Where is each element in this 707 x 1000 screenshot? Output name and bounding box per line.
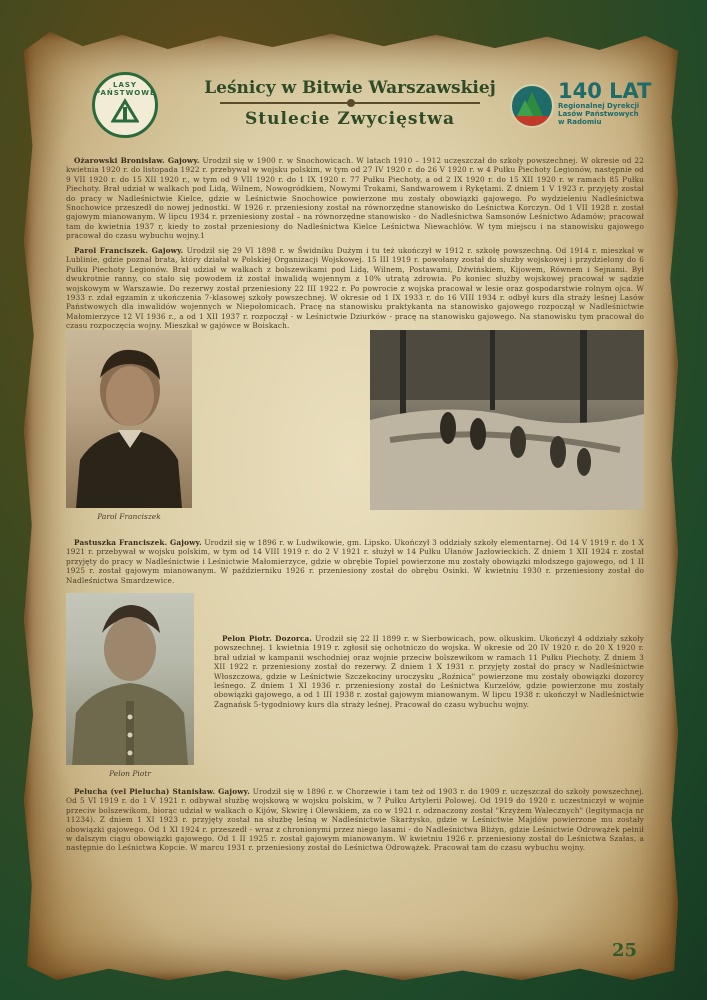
biography-name: Pelucha (vel Pielucha) Stanisław. Gajowy.: [74, 787, 250, 796]
rdlp-radom-logo: [510, 84, 554, 128]
biography-name: Parol Franciszek. Gajowy.: [74, 246, 184, 255]
biography-parol: [66, 246, 644, 331]
page-title: Leśnicy w Bitwie Warszawskiej: [204, 78, 496, 98]
lasy-panstwowe-logo: [92, 72, 158, 138]
biography-name: Pastuszka Franciszek. Gajowy.: [74, 538, 202, 547]
biography-pastuszka: [66, 538, 644, 585]
title-divider-dot: [347, 99, 355, 107]
biography-text: Urodził się w 1900 r. w Snochowicach. W latach 1910 – 1912 uczęszczał do szkoły powszechnej. W okresie od 22 kwietnia 1920 r. do listopada 1922 r. przebywał w wojsku polskim, w tym od 27 IV 1920 r. do 26 V 1920 r. w 4 Pułku Piechoty Legionów, następnie od 9 VII 1920 r. do 15 XII 1920 r., w tym od 9 VII 1920 r. do 1 IX 1920 r. 77 Pułku Piechoty, a od 2 IX 1920 r. do 15 XII 1920 r. w ramach 85 Pułku Piechoty. Brał udział w walkach pod Lidą, Wilnem, Nowogródkiem, Nowymi Trokami, Sandwarowem i Rykętami. Z dniem 1 V 1923 r. przyjęty został do pracy w Nadleśnictwie Kielce, gdzie w Leśnictwie Snochowice powierzone mu zostały obowiązki gajowego. Po wydzieleniu Nadleśnictwa Snochowice przeszedł do nowej jednostki. W 1926 r. przeniesiony został na równorzędne stanowisko do Leśnictwa Korczyn. Od 1 VII 1928 r. został gajowym mianowanym. W lipcu 1934 r. przeniesiony został – na równorzędne stanowisko - do Nadleśnictwa Samsonów Leśnictwo Adamów; pracował tam do kwietnia 1937 r, kiedy to został przeniesiony do Nadleśnictwa Kielce Leśnictwa Niewachlów. W tym miejscu i na stanowisku gajowego pracował do czasu wybuchu wojny.1: [66, 156, 644, 241]
biography-pelon: [214, 634, 644, 709]
anniversary-title: 140 LAT: [558, 79, 652, 103]
biography-text: Urodził się 22 II 1899 r. w Sierbowicach, pow. olkuskim. Ukończył 4 oddziały szkoły powszechnej. 1 kwietnia 1919 r. zgłosił się ochotniczo do wojska. W okresie od 20 IV 1920 r. do 20 X 1920 r. brał udział w kampanii wschodniej oraz wojnie przeciw bolszewikom w ramach 11 Pułku Piechoty. Z dniem 3 XII 1922 r. przeniesiony został do rezerwy. Z dniem 1 X 1931 r. przyjęty został do pracy w Nadleśnictwie Włoszczowa, gdzie w Leśnictwie Szczekociny uroczysku „Roźnica" powierzone mu zostały obowiązki dozorcy leśnego. Z dniem 1 XI 1936 r. przeniesiony został do Leśnictwa Kurzelów, gdzie powierzone mu zostały obowiązki gajowego, a od 1 III 1938 r. został gajowym mianowanym. W lipcu 1938 r. ukończył w Nadleśnictwie Zagnańsk 5-tygodniowy kurs dla straży leśnej. Pracował do czasu wybuchu wojny.: [214, 634, 644, 709]
anniversary-line-3: w Radomiu: [558, 118, 602, 126]
biography-ozarowski: [66, 156, 644, 241]
portrait-photo-parol: [66, 330, 192, 508]
page-subtitle: Stulecie Zwycięstwa: [245, 109, 455, 129]
biography-name: Ożarowski Bronisław. Gajowy.: [74, 156, 200, 165]
lp-emblem-icon: [111, 97, 139, 123]
biography-text: Urodził się w 1896 r. w Chorzewie i tam też od 1903 r. do 1909 r. uczęszczał do szkoły powszechnej. Od 5 VI 1919 r. do 1 V 1921 r. odbywał służbę wojskową w wojsku polskim, w 7 Pułku Artylerii Polowej. Od 1919 do 1920 r. uczestniczył w wojnie przeciw bolszewikom, biorąc udział w walkach o Kijów, Skwirę i Olewskiem, za co w 1921 r. odznaczony został "Krzyżem Walecznych" (legitymacja nr 11234). Z dniem 1 XI 1923 r. przyjęty został na służbę leśną w Nadleśnictwie Skarżysko, gdzie w Leśnictwie Majdów powierzone mu zostały obowiązki gajowego. Od 1 XI 1924 r. przeszedł - wraz z chronionymi przez niego lasami - do Nadleśnictwa Bliżyn, gdzie Leśnictwie Odrowążek pełnił w dalszym ciągu obowiązki gajowego. Od 1 II 1925 r. został gajowym mianowanym. W kwietniu 1926 r. przeniesiony został do Leśnictwa Szałas, a następnie do Leśnictwa Kopcie. W marcu 1931 r. przeniesiony został do Leśnictwa Odrowążek. Pracował tam do czasu wybuchu wojny.: [66, 787, 644, 853]
photo-caption-parol: Parol Franciszek: [97, 512, 161, 521]
biography-text: Urodził się w 1896 r. w Ludwikowie, gm. Lipsko. Ukończył 3 oddziały szkoły elementarnej. Od 14 V 1919 r. do 1 X 1921 r. przebywał w wojsku polskim, w tym od 14 VIII 1919 r. do 2 V 1921 r. służył w 14 Pułku Ułanów Jazłowieckich. Z dniem 1 XII 1924 r. został przyjęty do pracy w Nadleśnictwie i Leśnictwie Małomierzyce, gdzie w obrębie Topiel powierzone mu zostały obowiązki młodszego gajowego, od 1 II 1925 r. został gajowym mianowanym. W październiku 1926 r. przeniesiony został do obrębu Osinki. W kwietniu 1930 r. przeniesiony został do Nadleśnictwa Smardzewice.: [66, 538, 644, 585]
biography-text: Urodził się 29 VI 1898 r. w Świdniku Dużym i tu też ukończył w 1912 r. szkołę powszechną. Od 1914 r. mieszkał w Lublinie, gdzie poznał brata, który działał w Polskiej Organizacji Wojskowej. 15 III 1919 r. powołany został do służby wojskowej i przydzielony do 6 Pułku Piechoty Legionów. Brał udział w walkach z bolszewikami pod Lidą, Wilnem, Postawami, Dźwińskiem, Kijowem, Równem i Sejnami. Był dwukrotnie ranny, co stało się powodem iż został inwalidą wojennym z 10% utratą zdrowia. Po koniec służby wojskowej pracował w sądzie wojskowym w Warszawie. Do rezerwy został przeniesiony 22 III 1922 r. Po powrocie z wojska pracował w lesie oraz gospodarstwie rolnym ojca. W 1933 r. zdał egzamin z ukończenia 7-klasowej szkoły powszechnej. W okresie od 1 IX 1933 r. do 16 VIII 1934 r. odbył kurs dla straży leśnej Lasów Państwowych dla inwalidów wojennych w Niepołomicach. Pracę na stanowisku praktykanta na stanowisko gajowego rozpoczął w Nadleśnictwie Małomierzyce 12 VI 1936 r., a od 1 XII 1937 r. rozpoczął - w Leśnictwie Dziurków - pracę na stanowisku gajowego. Na stanowisku tym pracował do czasu rozpoczęcia wojny. Mieszkał w gajówce w Boiskach.: [66, 246, 644, 331]
portrait-photo-pelon: [66, 593, 194, 765]
biography-name: Pelon Piotr. Dozorca.: [222, 634, 313, 643]
page-number: 25: [612, 940, 638, 961]
tree-emblem-icon: [512, 86, 552, 126]
anniversary-line-1: Regionalnej Dyrekcji: [558, 102, 640, 110]
anniversary-line-2: Lasów Państwowych: [558, 110, 639, 118]
historical-photo-forest-soldiers: [370, 330, 644, 510]
biography-pelucha: [66, 787, 644, 853]
logo-ring-text: LASY PAŃSTWOWE: [95, 81, 156, 97]
photo-caption-pelon: Pelon Piotr: [109, 769, 151, 778]
anniversary-badge: [558, 80, 668, 126]
